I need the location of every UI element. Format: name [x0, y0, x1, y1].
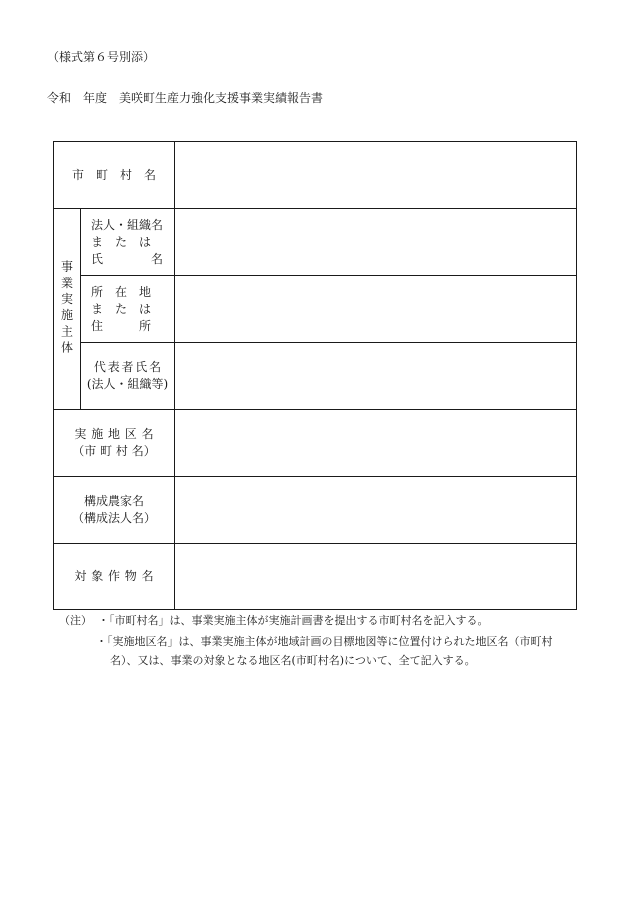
municipality-label: 市 町 村 名 [71, 167, 156, 182]
table-border-right [576, 141, 577, 610]
title-main: 美咲町生産力強化支援事業実績報告書 [119, 91, 324, 105]
note-2-line-1: ・「実施地区名」は、事業実施主体が地域計画の目標地図等に位置付けられた地区名（市町村 [96, 635, 553, 648]
corp-name-line-3: 氏 名 [91, 251, 164, 266]
area-label-line2: （市 町 村 名） [72, 444, 156, 458]
area-value-cell[interactable] [175, 410, 576, 476]
municipality-value-cell[interactable] [175, 142, 576, 208]
corp-name-line-1: 法人・組織名 [91, 217, 164, 232]
corp-name-line-2: ま た は [91, 234, 152, 249]
crop-label: 対象作物名 [74, 569, 159, 583]
representative-label-cell [81, 343, 174, 409]
crop-value-cell[interactable] [175, 544, 576, 609]
farmer-label-cell [54, 477, 174, 543]
note-1-text: ・「市町村名」は、事業実施主体が実施計画書を提出する市町村名を記入する。 [98, 614, 489, 627]
corp-name-label-cell [81, 209, 174, 275]
document-title [47, 91, 323, 105]
representative-label-line1: 代表者氏名 [93, 360, 163, 374]
note-prefix: （注） [59, 614, 92, 627]
location-line-2: ま た は [91, 301, 152, 316]
location-value-cell[interactable] [175, 276, 576, 342]
representative-value-cell[interactable] [175, 343, 576, 409]
note-2-line-2: 名）、又は、事業の対象となる地区名(市町村名)について、全て記入する。 [110, 654, 476, 667]
title-year: 年度 [83, 91, 108, 105]
municipality-label-cell [54, 142, 174, 208]
title-era: 令和 [47, 91, 72, 105]
location-line-3: 住 所 [91, 318, 152, 333]
farmer-label-line2: （構成法人名） [71, 511, 156, 525]
farmer-label-line1: 構成農家名 [83, 494, 144, 508]
area-label-line1: 実施地区名 [74, 427, 159, 441]
area-label-cell [54, 410, 174, 476]
form-number-label: （様式第６号別添） [47, 50, 156, 64]
implementer-group-label: 事業実施主体 [59, 260, 74, 358]
location-line-1: 所 在 地 [91, 284, 152, 299]
crop-label-cell [54, 544, 174, 609]
farmer-value-cell[interactable] [175, 477, 576, 543]
corp-name-value-cell[interactable] [175, 209, 576, 275]
note-1 [59, 613, 489, 628]
table-border-bottom [53, 609, 577, 610]
representative-label-line2: (法人・組織等) [86, 377, 169, 391]
location-label-cell [81, 276, 174, 342]
